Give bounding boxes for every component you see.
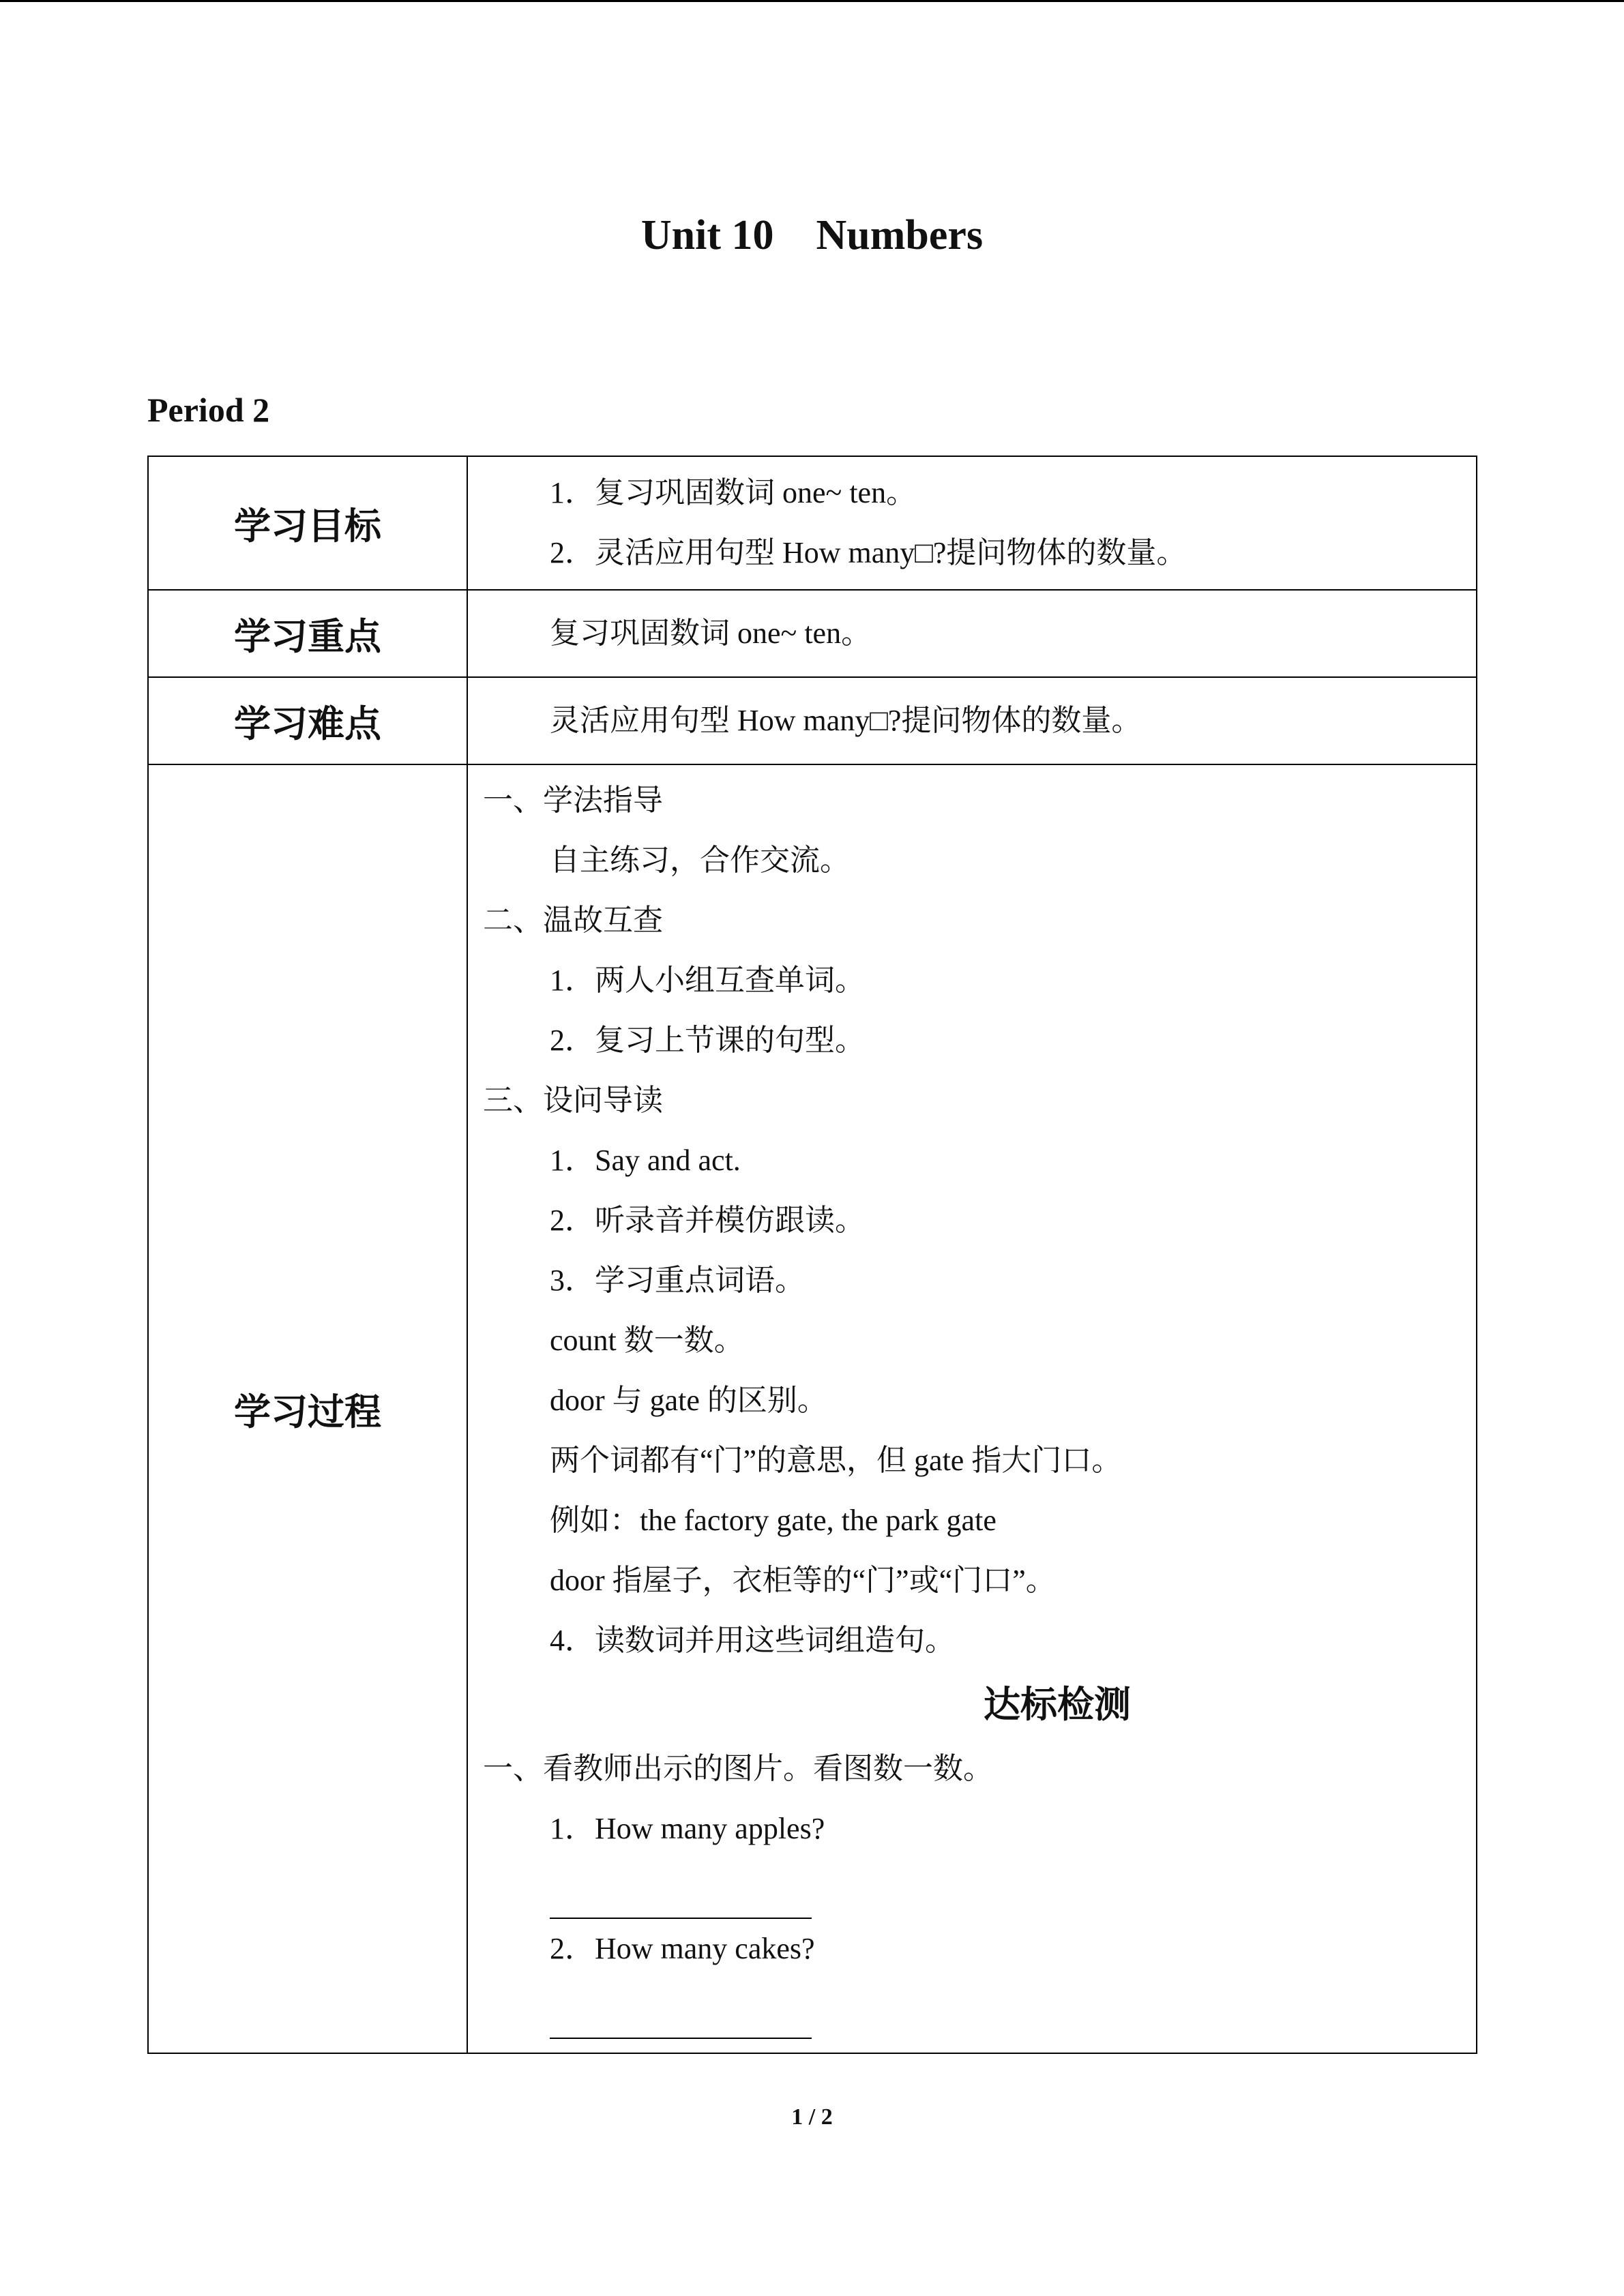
answer-line-row bbox=[468, 1859, 1476, 1919]
row-label-difficulties: 学习难点 bbox=[148, 677, 467, 764]
section-text: 自主练习，合作交流。 bbox=[550, 844, 850, 877]
list-item: 例如：the factory gate, the park gate bbox=[550, 1504, 996, 1537]
list-item: door 与 gate 的区别。 bbox=[550, 1384, 827, 1417]
answer-blank[interactable] bbox=[550, 2003, 812, 2039]
answer-blank[interactable] bbox=[550, 1883, 812, 1919]
section-heading: 一、学法指导 bbox=[483, 784, 663, 817]
row-label-goals: 学习目标 bbox=[148, 456, 467, 590]
question: 1．How many apples? bbox=[550, 1812, 825, 1845]
page-number: 1 / 2 bbox=[791, 2104, 833, 2130]
table-row-difficulties bbox=[148, 677, 1477, 764]
list-item: 1．Say and act. bbox=[550, 1144, 741, 1177]
row-content-key-points bbox=[467, 590, 1477, 677]
question: 2．How many cakes? bbox=[550, 1932, 815, 1965]
answer-line-row bbox=[468, 1979, 1476, 2039]
section-heading: 二、温故互查 bbox=[483, 904, 663, 937]
row-label-process: 学习过程 bbox=[148, 764, 467, 2053]
list-item: count 数一数。 bbox=[550, 1324, 744, 1357]
section-heading: 一、看教师出示的图片。看图数一数。 bbox=[483, 1752, 993, 1785]
difficulty-line: 灵活应用句型 How many□?提问物体的数量。 bbox=[550, 704, 1142, 737]
lesson-plan-table bbox=[147, 456, 1477, 2054]
period-label: Period 2 bbox=[147, 391, 270, 429]
list-item: door 指屋子，衣柜等的“门”或“门口”。 bbox=[550, 1564, 1056, 1597]
list-item: 两个词都有“门”的意思，但 gate 指大门口。 bbox=[550, 1444, 1122, 1477]
goal-line: 1．复习巩固数词 one~ ten。 bbox=[550, 476, 917, 509]
row-content-goals bbox=[467, 456, 1477, 590]
list-item: 2．复习上节课的句型。 bbox=[550, 1024, 865, 1057]
top-border-rule bbox=[0, 0, 1624, 2]
section-heading: 三、设问导读 bbox=[483, 1084, 663, 1117]
list-item: 2．听录音并模仿跟读。 bbox=[550, 1204, 865, 1237]
row-content-difficulties bbox=[467, 677, 1477, 764]
table-row-key-points bbox=[148, 590, 1477, 677]
list-item: 4．读数词并用这些词组造句。 bbox=[550, 1624, 955, 1657]
row-label-key-points: 学习重点 bbox=[148, 590, 467, 677]
row-content-process bbox=[467, 764, 1477, 2053]
goal-line: 2．灵活应用句型 How many□?提问物体的数量。 bbox=[550, 536, 1187, 569]
list-item: 1．两人小组互查单词。 bbox=[550, 964, 865, 997]
key-point-line: 复习巩固数词 one~ ten。 bbox=[550, 616, 872, 650]
list-item: 3．学习重点词语。 bbox=[550, 1264, 805, 1297]
table-row-goals bbox=[148, 456, 1477, 590]
check-title: 达标检测 bbox=[984, 1683, 1131, 1726]
table-row-process bbox=[148, 764, 1477, 2053]
page-title: Unit 10 Numbers bbox=[640, 212, 984, 258]
